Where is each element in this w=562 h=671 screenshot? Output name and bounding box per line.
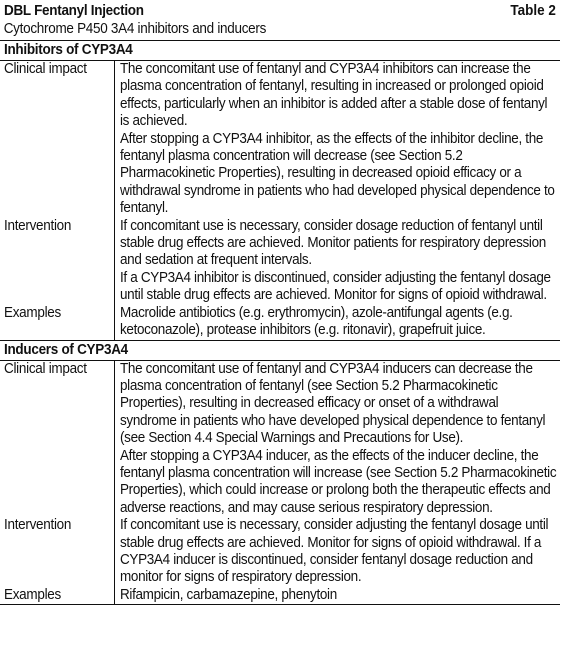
paragraph: If a CYP3A4 inhibitor is discontinued, consider adjusting the fentanyl dosage until stable drug effects are achieved. Monitor for signs of opioid withdrawal. — [120, 269, 551, 304]
row-label-text: Intervention — [4, 217, 72, 234]
paragraph: After stopping a CYP3A4 inducer, as the effects of the inducer decline, the fentanyl plasma concentration will increase (see Section 5.2 Pharmacokinetic Properties), which could increase or prolong both the therapeutic effects and adverse reactions, and may cause serious respiratory depression. — [120, 447, 557, 516]
row-content — [115, 587, 562, 604]
row-label — [0, 305, 115, 340]
paragraph: The concomitant use of fentanyl and CYP3A4 inducers can decrease the plasma concentration of fentanyl (see Section 5.2 Pharmacokinetic Properties), resulting in decreased efficacy or onset of a withdrawal syndrome in patients who have developed physical dependence to fentanyl (see Section 4.4 Special Warnings and Precautions for Use). — [120, 360, 546, 447]
paragraph: Rifampicin, carbamazepine, phenytoin — [120, 586, 337, 603]
row-content — [115, 218, 562, 305]
table-row — [0, 587, 560, 604]
row-label — [0, 61, 115, 218]
table-row — [0, 305, 560, 340]
section-heading-text: Inducers of CYP3A4 — [4, 341, 128, 358]
paragraph: If concomitant use is necessary, consider adjusting the fentanyl dosage until stable drug effects are achieved. Monitor for signs of opioid withdrawal. If a CYP3A4 inducer is discontinued, consider fentanyl dosage reduction and monitor for signs of respiratory depression. — [120, 517, 549, 586]
table-subtitle: Cytochrome P450 3A4 inhibitors and inducers — [3, 21, 267, 37]
section-heading-inducers — [0, 340, 560, 361]
paragraph: After stopping a CYP3A4 inhibitor, as the effects of the inhibitor decline, the fentanyl plasma concentration will decrease (see Section 5.2 Pharmacokinetic Properties), resulting in decreased opioid efficacy or a withdrawal syndrome in patients who had developed physical dependence to fentanyl. — [120, 130, 555, 217]
row-label — [0, 517, 115, 587]
table-row — [0, 61, 560, 218]
row-content — [115, 305, 562, 340]
table-number: Table 2 — [510, 3, 556, 19]
paragraph: Macrolide antibiotics (e.g. erythromycin), azole-antifungal agents (e.g. ketoconazole), protease inhibitors (e.g. ritonavir), grapefruit juice. — [120, 304, 513, 339]
row-label — [0, 218, 115, 305]
section-heading-inhibitors — [0, 40, 560, 61]
row-label-text: Intervention — [4, 517, 72, 534]
paragraph: If concomitant use is necessary, consider dosage reduction of fentanyl until stable drug effects are achieved. Monitor patients for respiratory depression and sedation at frequent intervals. — [120, 217, 546, 269]
title-row — [0, 0, 560, 21]
row-label-text: Examples — [4, 304, 61, 321]
row-label-text: Examples — [4, 586, 61, 603]
document-title: DBL Fentanyl Injection — [4, 3, 144, 19]
row-content — [115, 517, 562, 587]
row-label — [0, 587, 115, 604]
row-content — [115, 61, 562, 218]
table-row — [0, 218, 560, 305]
row-label-text: Clinical impact — [4, 61, 87, 77]
row-content — [115, 361, 562, 518]
paragraph: The concomitant use of fentanyl and CYP3A4 inhibitors can increase the plasma concentration of fentanyl, resulting in increased or prolonged opioid effects, particularly when an inhibitor is added after a stable dose of fentanyl is achieved. — [120, 61, 548, 130]
section-heading-text: Inhibitors of CYP3A4 — [4, 42, 133, 58]
table-row — [0, 517, 560, 587]
row-label-text: Clinical impact — [4, 360, 87, 377]
row-label — [0, 361, 115, 518]
table-row — [0, 361, 560, 518]
